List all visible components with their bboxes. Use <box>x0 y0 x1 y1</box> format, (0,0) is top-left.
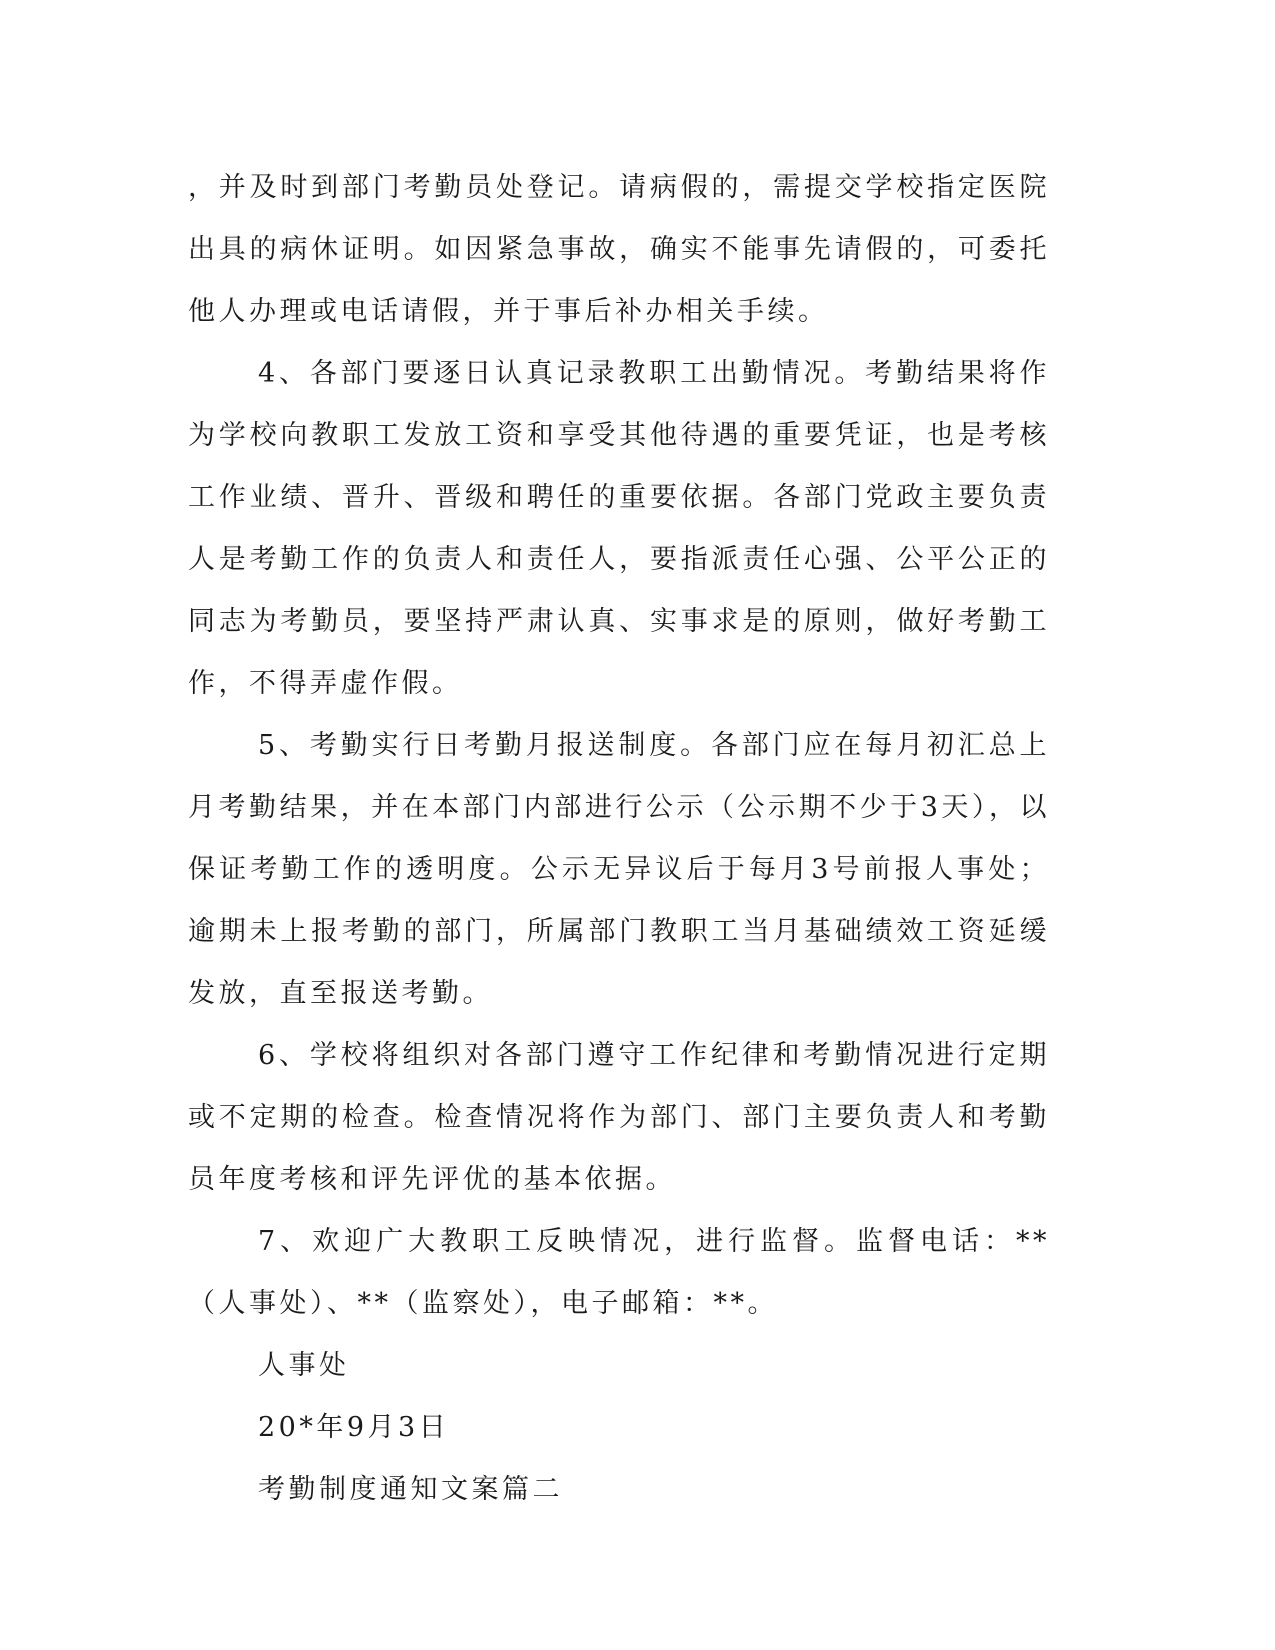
paragraph-item-6: 6、学校将组织对各部门遵守工作纪律和考勤情况进行定期或不定期的检查。检查情况将作为部门、部门主要负责人和考勤员年度考核和评先评优的基本依据。 <box>188 1040 1050 1195</box>
signature-department: 人事处 <box>258 1350 350 1381</box>
paragraph-item-7: 7、欢迎广大教职工反映情况，进行监督。监督电话：**（人事处）、**（监察处），电子邮箱：**。 <box>188 1226 1050 1319</box>
paragraph-item-5: 5、考勤实行日考勤月报送制度。各部门应在每月初汇总上月考勤结果，并在本部门内部进行公示（公示期不少于3天），以保证考勤工作的透明度。公示无异议后于每月3号前报人事处；逾期未上报考勤的部门，所属部门教职工当月基础绩效工资延缓发放，直至报送考勤。 <box>188 730 1050 1009</box>
document-body <box>188 157 1050 1521</box>
next-section-heading: 考勤制度通知文案篇二 <box>258 1474 563 1505</box>
signature-date: 20*年9月3日 <box>258 1412 450 1443</box>
paragraph-continuation: ，并及时到部门考勤员处登记。请病假的，需提交学校指定医院出具的病休证明。如因紧急事故，确实不能事先请假的，可委托他人办理或电话请假，并于事后补办相关手续。 <box>188 172 1050 327</box>
paragraph-item-4: 4、各部门要逐日认真记录教职工出勤情况。考勤结果将作为学校向教职工发放工资和享受其他待遇的重要凭证，也是考核工作业绩、晋升、晋级和聘任的重要依据。各部门党政主要负责人是考勤工作的负责人和责任人，要指派责任心强、公平公正的同志为考勤员，要坚持严肃认真、实事求是的原则，做好考勤工作，不得弄虚作假。 <box>188 358 1050 699</box>
